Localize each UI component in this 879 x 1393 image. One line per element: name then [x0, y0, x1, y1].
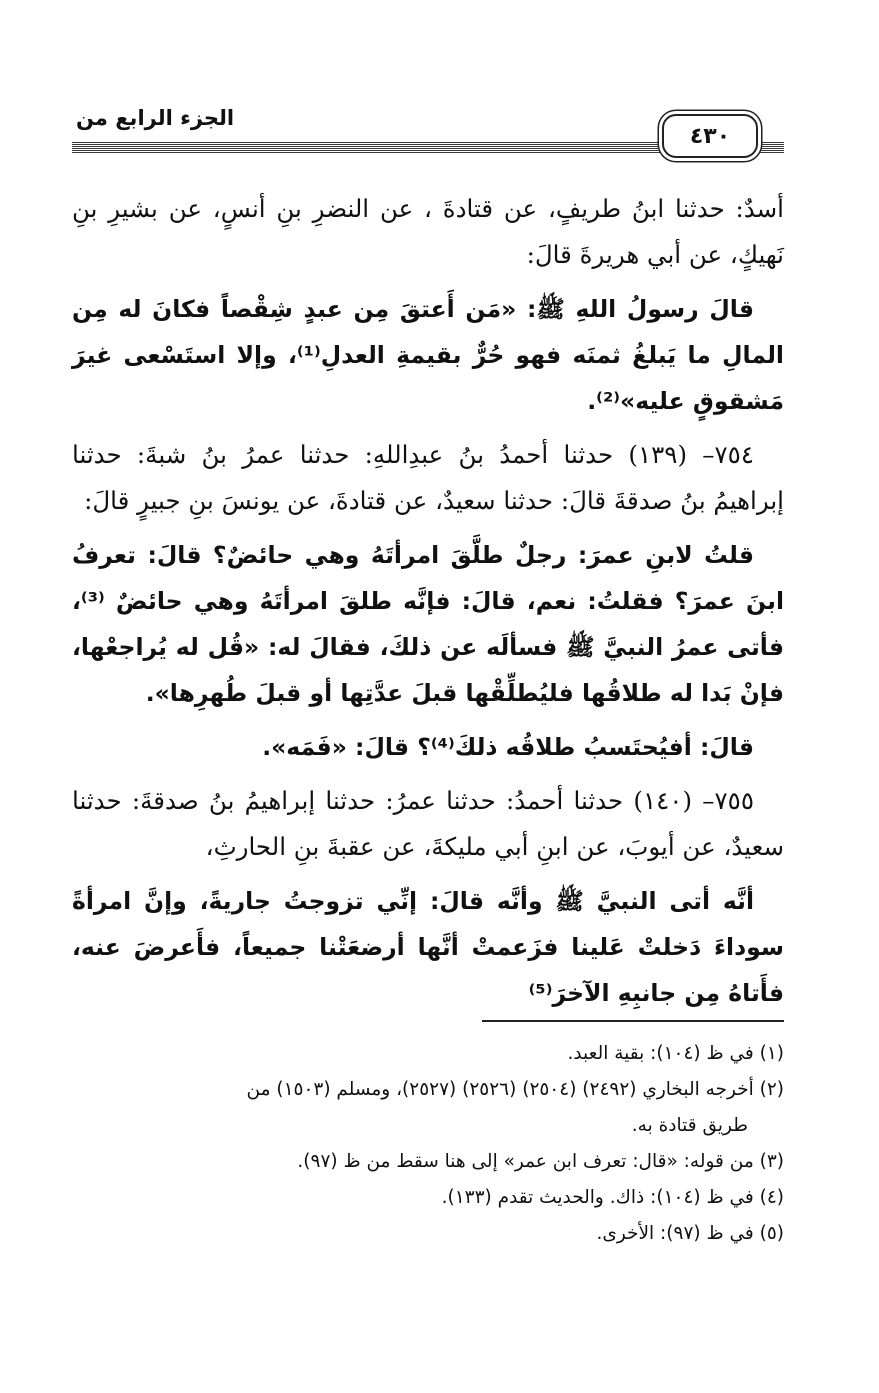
paragraph-hadith-754: قلتُ لابنِ عمرَ: رجلٌ طلَّقَ امرأتَهُ وهي حائضٌ؟ قالَ: تعرفُ ابنَ عمرَ؟ فقلتُ: نعم، قالَ: فإنَّه طلقَ امرأتَهُ وهي حائضٌ ⁽³⁾، فأتى عمرُ النبيَّ ﷺ فسألَه عن ذلكَ، فقالَ له: «قُل له يُراجعْها، فإنْ بَدا له طلاقُها فليُطلِّقْها قبلَ عدَّتِها أو قبلَ طُهرِها». — [72, 541, 784, 707]
paragraph-isnad-755: ٧٥٥– (١٤٠) حدثنا أحمدُ: حدثنا عمرُ: حدثنا إبراهيمُ بنُ صدقةَ: حدثنا سعيدٌ، عن أيوبَ، عن ابنِ أبي مليكةَ، عن عقبةَ بنِ الحارثِ، — [72, 786, 784, 861]
footnote-2: (٢) أخرجه البخاري (٢٤٩٢) (٢٥٠٤) (٢٥٢٦) (٢٥٢٧)، ومسلم (١٥٠٣) من — [246, 1079, 784, 1100]
footnote-3: (٣) من قوله: «قال: تعرف ابن عمر» إلى هنا سقط من ظ (٩٧). — [297, 1151, 784, 1172]
paragraph-hadith-754-end: قالَ: أفيُحتَسبُ طلاقُه ذلكَ⁽⁴⁾؟ قالَ: «فَمَه». — [262, 733, 754, 761]
page-number-text: ٤٣٠ — [689, 123, 731, 149]
paragraph-hadith-755: أنَّه أتى النبيَّ ﷺ وأنَّه قالَ: إنِّي تزوجتُ جاريةً، وإنَّ امرأةً سوداءَ دَخلتْ عَلينا فزَعمتْ أنَّها أرضعَتْنا جميعاً، فأَعرضَ عنه، فأَتاهُ مِن جانبِهِ الآخرَ⁽⁵⁾ — [72, 887, 784, 1007]
footnote-4: (٤) في ظ (١٠٤): ذاك. والحديث تقدم (١٣٣). — [441, 1187, 784, 1208]
page-number — [662, 114, 758, 158]
paragraph-isnad-754: ٧٥٤– (١٣٩) حدثنا أحمدُ بنُ عبدِاللهِ: حدثنا عمرُ بنُ شبةَ: حدثنا إبراهيمُ بنُ صدقةَ قالَ: حدثنا سعيدٌ، عن قتادةَ، عن يونسَ بنِ جبيرٍ قالَ: — [72, 440, 784, 515]
footnote-1: (١) في ظ (١٠٤): بقية العبد. — [567, 1043, 784, 1064]
paragraph-isnad-1: أسدٌ: حدثنا ابنُ طريفٍ، عن قتادةَ ، عن النضرِ بنِ أنسٍ، عن بشيرِ بنِ نَهيكٍ، عن أبي هريرةَ قالَ: — [72, 194, 784, 269]
footnote-5: (٥) في ظ (٩٧): الأخرى. — [596, 1223, 784, 1244]
paragraph-hadith-1: قالَ رسولُ اللهِ ﷺ: «مَن أَعتقَ مِن عبدٍ شِقْصاً فكانَ له مِن المالِ ما يَبلغُ ثمنَه فهو حُرٌّ بقيمةِ العدلِ⁽¹⁾، وإلا استَسْعى غيرَ مَشقوقٍ عليه»⁽²⁾. — [72, 295, 784, 415]
running-title: الجزء الرابع من — [72, 106, 234, 130]
main-text — [72, 186, 784, 1020]
footnote-separator — [482, 1020, 784, 1022]
footnote-2-continuation: طريق قتادة به. — [631, 1115, 748, 1136]
footnotes — [72, 1038, 784, 1254]
page-header — [72, 100, 784, 162]
